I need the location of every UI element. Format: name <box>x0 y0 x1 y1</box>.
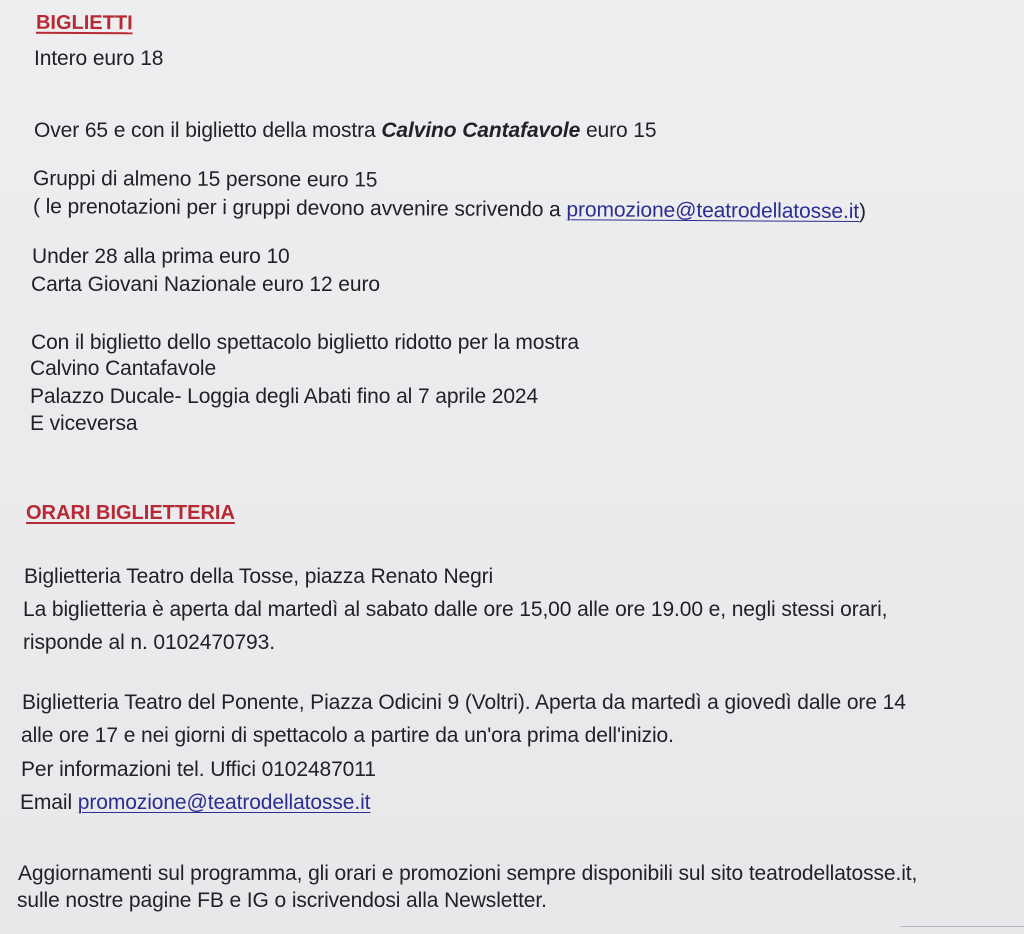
groups-note-suffix: ) <box>859 200 867 224</box>
combo-line-3: Palazzo Ducale- Loggia degli Abati fino al 7 aprile 2024 <box>30 385 539 408</box>
updates-line-2: sulle nostre pagine FB e IG o iscrivendosi alla Newsletter. <box>17 889 547 912</box>
email-label: Email <box>20 791 73 814</box>
promozione-email-link[interactable]: promozione@teatrodellatosse.it <box>77 791 371 814</box>
email-line <box>20 790 370 816</box>
groups-note-line <box>33 194 866 225</box>
tosse-address-line: Biglietteria Teatro della Tosse, piazza Renato Negri <box>24 565 494 588</box>
full-price-line: Intero euro 18 <box>34 47 164 70</box>
tickets-heading: BIGLIETTI <box>35 11 133 35</box>
over65-exhibition-name: Calvino Cantafavole <box>381 119 581 142</box>
info-phone-line: Per informazioni tel. Uffici 0102487011 <box>21 758 376 781</box>
ponente-line-2: alle ore 17 e nei giorni di spettacolo a partire da un'ora prima dell'inizio. <box>21 724 674 747</box>
over65-prefix: Over 65 e con il biglietto della mostra <box>34 119 376 142</box>
carta-giovani-line: Carta Giovani Nazionale euro 12 euro <box>31 273 380 296</box>
groups-note-prefix: ( le prenotazioni per i gruppi devono avvenire scrivendo a <box>32 195 561 222</box>
under28-line: Under 28 alla prima euro 10 <box>32 245 290 268</box>
tosse-hours-line: La biglietteria è aperta dal martedì al sabato dalle ore 15,00 alle ore 19.00 e, negli stessi orari, <box>23 598 888 621</box>
bottom-divider <box>900 926 1024 927</box>
groups-line: Gruppi di almeno 15 persone euro 15 <box>32 167 378 192</box>
box-office-heading: ORARI BIGLIETTERIA <box>26 502 235 524</box>
over65-line <box>34 118 656 144</box>
updates-line-1: Aggiornamenti sul programma, gli orari e promozioni sempre disponibili sul sito teatrodellatosse.it, <box>18 862 918 885</box>
ponente-line-1: Biglietteria Teatro del Ponente, Piazza Odicini 9 (Voltri). Aperta da martedì a giovedì dalle ore 14 <box>22 691 906 714</box>
combo-line-2: Calvino Cantafavole <box>30 357 217 380</box>
groups-email-link[interactable]: promozione@teatrodellatosse.it <box>566 198 860 224</box>
combo-line-1: Con il biglietto dello spettacolo biglietto ridotto per la mostra <box>31 331 579 354</box>
over65-suffix: euro 15 <box>585 119 657 142</box>
tosse-phone-line: risponde al n. 0102470793. <box>23 631 275 654</box>
combo-line-4: E viceversa <box>30 412 138 435</box>
